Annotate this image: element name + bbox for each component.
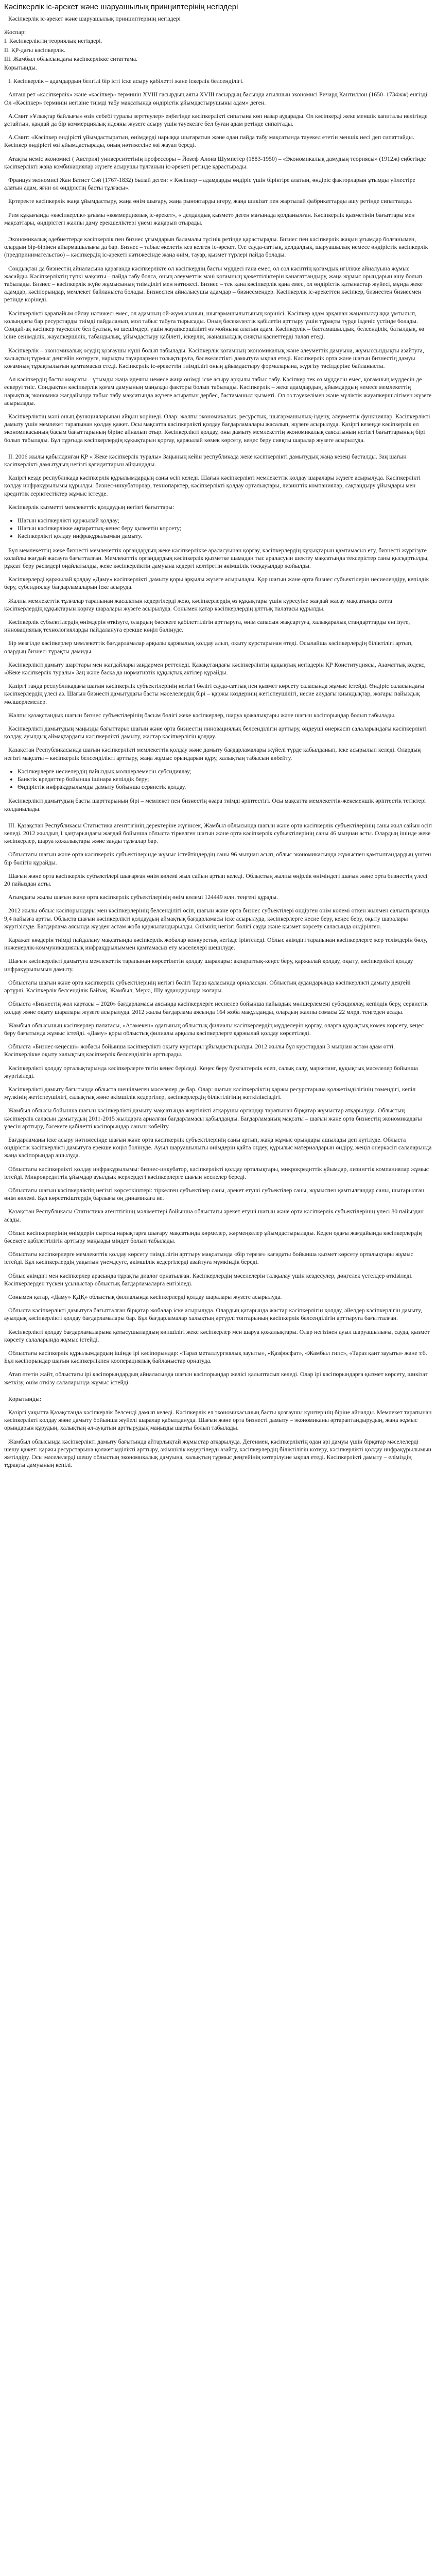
paragraph: Облыстағы кәсіпкерлерге мемлекеттік қолдау көрсету тиімділігін арттыру мақсатында «бір терезе» қағидаты бойынша қызмет көрсету орталықтары жұмыс істейді. Бұл кәсіпкерлердің уақытын үнемдеуге, әкімшілік кедергілерді азайтуға мүмкіндік береді. bbox=[4, 1250, 413, 1266]
toc-item: Қорытынды. bbox=[4, 64, 37, 72]
toc-item: II. ҚР-дағы кәсіпкерлік. bbox=[4, 46, 66, 54]
paragraph: II. 2006 жылы қабылданған ҚР « Жеке кәсіпкерлік туралы» Заңының кейін республикада жеке кәсіпкерлікті дамытудың жаңа кезеңі басталды. Заң шағын кәсіпкерлікті дамытудың негізгі қағидаттарын айқындады. bbox=[4, 452, 407, 468]
paragraph: Облыс әкімдігі мен кәсіпкерлер арасында тұрақты диалог орнатылған. Кәсіпкерлердің мәселелерін талқылау үшін кездесулер, дөңгелек үстелдер өткізіледі. Кәсіпкерлерден түскен ұсыныстар облыстық бағдарламаларға енгізіледі. bbox=[4, 1272, 413, 1287]
bullet-list bbox=[4, 517, 432, 540]
paragraph: Кәсіпкерлікті қолдау орталықтарында кәсіпкерлерге тегін кеңес беріледі. Кеңес беру бухгалтерлік есеп, салық салу, маркетинг, құқықтық мәселелер бойынша жүргізіледі. bbox=[4, 1064, 418, 1079]
paragraph: А.Смит «Ұлықтар байлығы» өзін себебі туралы зерттеулер» еңбегінде кәсіпкерлікті сипатына көп назар аударады. Ол кәсіпкерді жеке меншік капиталы иелігінде ұстайтын, қандай да бір коммерциялық идеяны жүзеге асыру үшін тәуекелге бел буған адам ретінде сипаттады. bbox=[4, 112, 428, 128]
paragraph: Кәсіпкерлікті дамытудың басты шарттарының бірі – мемлекет пен бизнестің өзара тиімді әріптестігі. Осы мақсатта мемлекеттік-жекеменшік әріптестік тетіктері қолданылады. bbox=[4, 797, 426, 812]
paragraph: Қазіргі кезде республикада кәсіпкерлік құрылымдардың саны өсіп келеді. Шағын кәсіпкерлікті мемлекеттік қолдау шаралары жүзеге асырылуда. Кәсіпкерлікті қолдау инфрақұрылымы құрылды: бизнес-инкубаторлар, технопарктер, кәсіпкерлікті қолдау орталықтары, лизингтік компаниялар, сақтандыру ұйымдары мен кредиттік серіктестіктер жұмыс істеуде. bbox=[4, 474, 421, 497]
list-item: • Шағын кәсіпкерлікке ақпараттық-кеңес беру қызметін көрсету; bbox=[18, 524, 432, 532]
paragraph: Жамбыл облысының кәсіпкерлер палатасы, «Атамекен» одағының облыстық филиалы кәсіпкерлердің мүдделерін қорғау, оларға құқықтық көмек көрсету, кеңес беру бағытында жұмыс істейді. «Даму» қоры облыстық филиалы арқылы кәсіпкерлерге қаржылай қолдау көрсетіледі. bbox=[4, 1021, 424, 1037]
paragraph: Қазақстан Республикасында шағын кәсіпкерлікті мемлекеттік қолдау және дамыту бағдарламалары жүйелі түрде қабылданып, іске асырылып келеді. Олардың негізгі мақсаты – кәсіпкерлік белсенділікті арттыру, жаңа жұмыс орындарын құру, халықтың табысын көбейту. bbox=[4, 746, 421, 761]
paragraph: Кәсіпкерлікті қолдау бағдарламаларына қатысушылардың көпшілігі жеке кәсіпкерлер мен шаруа қожалықтары. Олар негізінен ауыл шаруашылығы, сауда, қызмет көрсету салаларында жұмыс істейді. bbox=[4, 1328, 430, 1343]
paragraph: Кәсіпкерлік субъектілердің өнімдерін өткізуге, олардың бәсекеге қабілеттілігін арттыруға, өнім сапасын жақсартуға, халықаралық стандарттарды енгізуге, инновациялық технологияларды пайдалануға ерекше көңіл бөлінуде. bbox=[4, 618, 410, 634]
toc-item: I. Кәсіпкерліктің теориялық негіздері. bbox=[4, 37, 102, 45]
paragraph: Жалпы қазақстандық шағын бизнес субъектілерінің басым бөлігі жеке кәсіпкерлер, шаруа қожалықтары және шағын кәсіпорындар болып табылады. bbox=[8, 711, 396, 719]
paragraph: Француз экономисі Жан Батист Сэй (1767-1832) былай деген: « Кәсіпкер – адамдарды өндіріс үшін біріктіре алатын, өндіріс факторларын ұтымды үйлестіре алатын адам, яғни ол өндірістің басты тұлғасы». bbox=[4, 176, 415, 192]
paragraph: Атап өтетін жайт, облыстағы ірі кәсіпорындардың айналасында шағын кәсіпорындар желісі қалыптасып келеді. Олар ірі кәсіпорындарға қызмет көрсету, шикізат жеткізу, өнім өткізу салаларында жұмыс істейді. bbox=[4, 1370, 428, 1386]
list-item: • Банктік кредиттер бойынша ішінара кепілдік беру; bbox=[18, 775, 432, 783]
toc-item: III. Жамбыл облысындағы кәсіпкерлікке ситаттама. bbox=[4, 55, 138, 62]
paragraph: Рим құқығында «кәсіпкерлік» ұғымы «коммерциялық іс-әрекет», « делдалдық қызмет» деген мағынада қолданылған. Кәсіпкерлік қызметінің бағыттары мен мақсаттары, өндірістегі жалпы даму ерекшеліктері үнемі жаңарып отырады. bbox=[4, 211, 415, 226]
paragraph: А.Смит: «Кәсіпкер өндірісті ұйымдастыратын, өнімдерді нарыққа шығаратын және одан пайда табу мақсатында тәуекел ететін меншік иесі деп сипаттайды. Кәсіпкер өндірісті өзі ұйымдастырады, оның нәтижесіне өзі жауап береді. bbox=[4, 133, 414, 149]
paragraph: Бағдарламаны іске асыру нәтижесінде шағын және орта кәсіпкерлік субъектілерінің саны артып, жаңа жұмыс орындары ашылады деп күтілуде. Облыста өндірістік кәсіпкерлікті дамытуға ерекше көңіл бөлінуде. Ауыл шаруашылығы өнімдерін қайта өңдеу, құрылыс материалдарын өндіру, жеңіл өнеркәсіп салаларында жаңа кәсіпорындар ашылуда. bbox=[4, 1136, 432, 1159]
list-item: • Кәсіпкерлерге несиелердің пайыздық мөлшерлемесін субсидиялау; bbox=[18, 768, 432, 775]
paragraph: Облыстағы шағын және орта кәсіпкерлік субъектілерінің негізгі бөлігі Тараз қаласында орналасқан. Облыстың аудандарында кәсіпкерлікті дамыту деңгейі әртүрлі. Кәсіпкерлік белсенділік Байзақ, Жамбыл, Меркі, Шу аудандарында жоғары. bbox=[4, 978, 411, 994]
paragraph: I. Кәсіпкерлік – адамдардың белгілі бір істі іске асыру қабілетті және іскерлік белсенділігі. bbox=[8, 77, 244, 85]
paragraph: Облыста кәсіпкерлікті дамытуға бағытталған бірқатар жобалар іске асырылуда. Олардың қатарында жастар кәсіпкерлігін қолдау, әйелдер кәсіпкерлігін дамыту, ауылдық кәсіпкерлікті қолдау бағдарламалары бар. Бұл бағдарламалар халықтың әртүрлі топтарының кәсіпкерлік белсенділігін арттыруға бағытталған. bbox=[4, 1307, 422, 1322]
document-subtitle: Кәсіпкерлік іс-әрекет және шаруашылық принциптерінің негіздері bbox=[8, 15, 181, 22]
paragraph: Облыстағы кәсіпкерлік құрылымдардың ішінде ірі кәсіпорындар: «Тараз металлургиялық зауыты», «Қазфосфат», «Жамбыл гипс», «Тараз қант зауыты» және т.б. Бұл кәсіпорындар шағын кәсіпкерлікпен кооперациялық байланыстар орнатуда. bbox=[4, 1349, 427, 1365]
paragraph: Алғаш рет «кәсіпкерлік» және «кәсіпкер» терминін XVIII ғасырдың аяғы XVIII ғасырдың басында ағылшын экономисі Ричард Кантиллон (1650–1734жж) енгізді. Ол «Кәсіпкер» терминін негізіне тиімді табу мақсатында өндірістік ұйымдастырушыны адам» деген. bbox=[4, 91, 429, 106]
paragraph: Сондықтан да бизнестің айналасына қарағанда кәсіпкерлікте ол кәсіпкердің басты мүддесі ғана емес, ол сол кәсіптің қоғамдық игілікке айналуына жұмыс жасайды. Кәсіпкерліктің түпкі мақсаты – пайда табу болса, оның әлеуметтік мәні қоғамның қажеттіліктерін қанағаттандыру, жаңа жұмыс орындарын ашу болып табылады. Бизнес – кәсіпкерлік жүйе жұмысының тиімділігі мен нәтижесі. Бизнес – тек қана кәсіпкерлік қана емес, ол өндірістік қатынастар жүйесі, мұнда жеке адамдар, кәсіпорындар, мемлекет байланыста болады. Бизнеспен айналысушы адамдар – бизнесмендер. Кәсіпкерлік іс-әрекеттен кәсіпкер, бизнестен бизнесмен ретінде көрінеді. bbox=[4, 264, 423, 303]
bullet-list bbox=[4, 768, 432, 791]
paragraph: Кәсіпкерлікті дамытудың маңызды бағыттары: шағын және орта бизнестің инновациялық белсенділігін арттыру, өңдеуші өнеркәсіп салаларындағы кәсіпкерлікті қолдау, ауылдық аймақтардағы кәсіпкерлікті дамыту, жастар кәсіпкерлігін қолдау. bbox=[4, 725, 427, 740]
paragraph: Қазақстан Республикасы Статистика агенттігінің мәліметтері бойынша облыстағы әрекет етуші шағын және орта кәсіпкерлік субъектілерінің үлесі 80 пайыздан асады. bbox=[4, 1208, 424, 1223]
paragraph: Атақты неміс экономисі ( Австрия) университетінің профессоры – Йозеф Алоиз Шумпетер (1883-1950) – «Экономикалық дамудың теориясы» (1912ж) еңбегінде кәсіпкерлікті жаңа комбинациялар жүзеге асырушы тұлғаның іс-әрекеті ретінде қарастырады. bbox=[4, 155, 426, 170]
paragraph: Кәсіпкерлерді қаржылай қолдау «Даму» кәсіпкерлікті дамыту қоры арқылы жүзеге асырылады. Қор шағын және орта бизнес субъектілерін несиелендіру, кепілдік беру, субсидиялау бағдарламаларын іске асыруда. bbox=[4, 575, 429, 591]
paragraph: Бұл мемлекеттің жеке бизнесті мемлекеттік органдардың жеке кәсіпкерлікке араласуынан қорғау, кәсіпкерлердің құқықтарын қамтамасыз ету, бизнесті жүргізуге қолайлы жағдай жасауға бағытталған. Мемлекеттік органдардың кәсіпкерлік қызметке шамадан тыс араласуын шектеу мақсатында тексерістер саны қысқартылды, рұқсат беру рәсімдері оңайлатылды, жеке кәсіпкерліктің дамуына кедергі келтіретін әкімшілік тосқауылдар жойылды. bbox=[4, 546, 429, 569]
paragraph: III. Қазақстан Республикасы Статистика агенттігінің деректеріне жүгінсек, Жамбыл облысында шағын және орта кәсіпкерлік субъектілерінің саны жыл сайын өсіп келеді. 2012 жылдың 1 қаңтарындағы жағдай бойынша облыста тіркелген шағын және орта кәсіпкерлік субъектілерінің саны 46 мыңнан асты. Олардың ішінде жеке кәсіпкерлер, шаруа қожалықтары және заңды тұлғалар бар. bbox=[4, 821, 432, 845]
list-item: • Кәсіпкерлікті қолдау инфрақұрылымын дамыту. bbox=[18, 532, 432, 540]
paragraph: Кәсіпкерлікті дамыту шарттары мен жағдайлары заңдармен реттеледі. Қазақстандағы кәсіпкерліктің құқықтық негіздерін ҚР Конституциясы, Азаматтық кодекс, «Жеке кәсіпкерлік туралы» Заң және басқа да нормативтік құқықтық актілер құрайды. bbox=[4, 660, 426, 676]
paragraph: Облыстағы кәсіпкерлікті қолдау инфрақұрылымы: бизнес-инкубатор, кәсіпкерлікті қолдау орталықтары, микрокредиттік ұйымдар, лизингтік компаниялар жұмыс істейді. Микрокредиттік ұйымдар ауылдық жерлердегі кәсіпкерлерге шағын несиелер береді. bbox=[4, 1165, 429, 1180]
paragraph: Облыстағы шағын және орта кәсіпкерлік субъектілерінде жұмыс істейтіндердің саны 96 мыңнан асып, облыс экономикасында жұмыспен қамтылғандардың үштен бір бөлігін құрайды. bbox=[4, 851, 431, 866]
paragraph: Облыста «Бизнестің жол картасы – 2020» бағдарламасы аясында кәсіпкерлерге несиелер бойынша пайыздық мөлшерлемені субсидиялау, кепілдік беру, сервистік қолдау және оқыту шаралары жүзеге асырылуда. 2012 жылы бағдарлама аясында 164 жоба мақұлданды, олардың жалпы сомасы 22 млрд. теңгеден асады. bbox=[4, 1000, 428, 1015]
paragraph: Шағын және орта кәсіпкерлік субъектілері шығарған өнім көлемі жыл сайын артып келеді. Облыстың жалпы өңірлік өніміндегі шағын және орта бизнестің үлесі 20 пайыздан асты. bbox=[4, 872, 428, 888]
paragraph: Қорытынды: bbox=[8, 1395, 42, 1402]
paragraph: Облыстағы шағын кәсіпкерліктің негізгі көрсеткіштері: тіркелген субъектілер саны, әрекет етуші субъектілер саны, жұмыспен қамтылғандар саны, шығарылған өнім көлемі. Бұл көрсеткіштердің барлығы оң динамикаға ие. bbox=[4, 1186, 425, 1202]
table-of-contents bbox=[4, 37, 432, 72]
paragraph: Бір мезгілде кәсіпкерлер мемлекеттік бағдарламалар арқылы қаржылық қолдау алып, оқыту курстарынан өтеді. Осылайша кәсіпкерлердің біліктілігі артып, олардың бизнесі тұрақты дамиды. bbox=[4, 639, 413, 655]
paragraph: Кәсіпкерліктің мәні оның функцияларынан айқын көрінеді. Олар: жалпы экономикалық, ресурстық, шығармашылық-іздену, әлеуметтік функциялар. Кәсіпкерлікті дамыту үшін мемлекет тарапынан қолдау қажет. Осы мақсатта кәсіпкерлікті қолдау бағдарламалары жасалып, жүзеге асырылуда. Қазіргі кезеңде кәсіпкерлік ел экономикасының басым бағыттарының біріне айналып отыр. Кәсіпкерлікті қолдау, оны дамыту мемлекеттің экономикалық саясатының негізгі бағыттарының бірі болып табылады. Бұл тұрғыда кәсіпкерлердің құқықтарын қорғау, қаржылай көмек көрсету, кеңес беру сияқты шаралар жүзеге асырылуда. bbox=[4, 412, 430, 444]
paragraph: Қазіргі таңда республикадағы шағын кәсіпкерлік субъектілерінің негізгі бөлігі сауда-саттық пен қызмет көрсету саласында жұмыс істейді. Өндіріс саласындағы кәсіпкерлердің үлесі аз. Шағын бизнесті дамытудағы басты мәселелердің бірі – қаржы көздерінің жетіспеушілігі, несие алудағы қиындықтар, жоғары пайыздық мөлшерлемелер. bbox=[4, 682, 425, 705]
paragraph: 2012 жылы облыс кәсіпорындары мен кәсіпкерлерінің белсенділігі өсіп, шағын және орта бизнес субъектілері өндірген өнім көлемі өткен жылмен салыстырғанда 9,4 пайызға артты. Облыста шағын кәсіпкерлікті қолдаудың аймақтық бағдарламасы іске асырылуда, кәсіпкерлерге несие беру, кеңес беру, оқыту шаралары жүргізілуде. Бағдарлама аясында жүзден астам жоба қаржыландырылды. Өнімнің негізгі бөлігі сауда және қызмет көрсету саласында өндірілген. bbox=[4, 907, 429, 930]
paragraph: Облыс кәсіпкерлерінің өнімдерін сыртқы нарықтарға шығару мақсатында көрмелер, жәрмеңкелер ұйымдастырылады. Кеден одағы жағдайында кәсіпкерлердің бәсекеге қабілеттілігін арттыру маңызды міндет болып табылады. bbox=[4, 1229, 422, 1244]
paragraph: Қазіргі уақытта Қазақстанда кәсіпкерлік белсенді дамып келеді. Кәсіпкерлік ел экономикасының басты қозғаушы күштерінің біріне айналды. Мемлекет тарапынан кәсіпкерлікті қолдау және дамыту бойынша жүйелі шаралар қабылдануда. Шағын және орта бизнесті дамыту – экономиканы әртараптандырудың, жаңа жұмыс орындарын құрудың, халықтың әл-ауқатын арттырудың маңызды шарты болып табылады. bbox=[4, 1409, 432, 1432]
paragraph: Кәсіпкерлікті дамыту бағытында облыста шешілмеген мәселелер де бар. Олар: шағын кәсіпкерліктің қаржы ресурстарына қолжетімділігінің төмендігі, кепіл мүлкінің жетіспеушілігі, салықтық және әкімшілік кедергілер, кәсіпкерлердің біліктілігінің жеткіліксіздігі. bbox=[4, 1085, 416, 1101]
paragraph: Кәсіпкерлікті қарапайым ойлау нәтижесі емес, ол адамның ой-жұмысының, шығармашылығының көрінісі. Кәсіпкер адам әрқашан жаңашылдыққа ұмтылып, қолындағы бар ресурстарды тиімді пайдаланып, мол табыс табуға тырысады. Оның бәсекелестік қабілетін арттыру үшін тұрақты түрде ізденіс үстінде болады. Сондай-ақ кәсіпкер тәуекелге бел буатын, өз шешімдері үшін жауапкершілікті өз мойнына алатын адам. Кәсіпкерлік – бастамашылдық, белсенділік, батылдық, өз ісіне сенімділік, жауапкершілік, табандылық, ұйымдастыру қабілеті, іскерлік, жаңашылдық сияқты қасиеттерді талап етеді. bbox=[4, 309, 424, 341]
paragraph: Кәсіпкерлік қызметті мемлекеттік қолдаудың негізгі бағыттары: bbox=[8, 503, 175, 511]
list-item: • Өндірістік инфрақұрылымды дамыту бойынша сервистік қолдау. bbox=[18, 783, 432, 791]
paragraph: Жамбыл облысы бойынша шағын кәсіпкерлікті дамыту мақсатында жергілікті атқарушы органдар тарапынан бірқатар жұмыстар атқарылуда. Облыстың кәсіпкерлік саласын дамытудың 2011-2015 жылдарға арналған бағдарламасы қабылданды. Бағдарламаның мақсаты – шағын және орта бизнестің экономикадағы үлесін арттыру, бәсекеге қабілетті кәсіпорындар санын көбейту. bbox=[4, 1107, 422, 1130]
paragraph: Жамбыл облысында кәсіпкерлікті дамыту бағытында айтарлықтай жұмыстар атқарылуда. Дегенмен, кәсіпкерліктің одан әрі дамуы үшін бірқатар мәселелерді шешу қажет: қаржы ресурстарына қолжетімділікті арттыру, әкімшілік кедергілерді азайту, кәсіпкерлердің біліктілігін көтеру, кәсіпкерлікті қолдау инфрақұрылымын жетілдіру. Осы мәселелерді шешу облыстың экономикалық дамуына, халықтың тұрмыс деңгейінің көтерілуіне ықпал етеді. Кәсіпкерлікті дамыту – еліміздің тұрақты дамуының кепілі. bbox=[4, 1437, 431, 1469]
paragraph: Шағын кәсіпкерлікті дамытуға мемлекеттік тарапынан көрсетілетін қолдау шаралары: ақпараттық-кеңес беру, қаржылай қолдау, оқыту, кәсіпкерлікті қолдау инфрақұрылымын дамыту. bbox=[4, 957, 413, 973]
paragraph: Сонымен қатар, «Даму» ҚДҚ» облыстық филиалында кәсіпкерлерді қолдау шаралары жүзеге асырылуда. bbox=[8, 1293, 282, 1300]
paragraph: Облыста «Бизнес-кеңесші» жобасы бойынша кәсіпкерлікті оқыту курстары ұйымдастырылды. 2012 жылы бұл курстардан 3 мыңнан астам адам өтті. Кәсіпкерлікке оқыту халықтың кәсіпкерлік белсенділігін арттырады. bbox=[4, 1043, 395, 1058]
paragraph: Кәсіпкерлік – экономикалық өсудің қозғаушы күші болып табылады. Кәсіпкерлік қоғамның экономикалық және әлеуметтік дамуына, жұмыссыздықты азайтуға, халықтың тұрмыс деңгейін көтеруге, нарықты тауарлармен толықтыруға, бәсекелестікті дамытуға ықпал етеді. Кәсіпкерлік орта және шағын бизнестің дамуы қоғамның тұрақтылығын қамтамасыз етеді. Кәсіпкерлік іс-әрекеттің тиімділігі оның ұйымдастыру формаларына, жүргізу тәсілдеріне байланысты. bbox=[4, 346, 424, 369]
paragraph: Экономикалық әдебиеттерде кәсіпкерлік пен бизнес ұғымдарын баламалы түсінік ретінде қарастырады. Бизнес пен кәсіпкерлік жақын ұғымдар болғанымен, олардың бір-бірінен айырмашылығы да бар. Бизнес – табыс әкелетін кез келген іс-әрекет. Ол: сауда-саттық, делдалдық, шаруашылық немесе өндірістік кәсіпкерлік (предпринимательство) – кәсіпкердің іс-әрекеті нәтижесінде жаңа өнім, тауар, қызмет түрлері пайда болады. bbox=[4, 235, 428, 259]
toc-heading: Жоспар: bbox=[4, 28, 26, 36]
document bbox=[4, 2, 432, 1469]
paragraph: Жалпы мемлекеттік тұлғалар тарапынан жасалатын кедергілерді жою, кәсіпкерлердің өз құқықтары үшін күресуіне жағдай жасау мақсатында сотта кәсіпкерлердің құқықтарын қорғау шаралары жүзеге асырылуда. Сонымен қатар кәсіпкерлердің ұлттық палатасы құрылды. bbox=[4, 597, 392, 612]
paragraph: Ал кәсіпкердің басты мақсаты – ұтымды жаңа идеяны немесе жаңа өнімді іске асыру арқылы табыс табу. Кәсіпкер тек өз мүддесін емес, қоғамның мүддесін де ескеруі тиіс. Сондықтан кәсіпкерлік қоғам дамуының маңызды факторы болып табылады. Кәсіпкерлік – жеке адамдардың, ұйымдардың немесе мемлекеттің нарықтық экономика жағдайында табыс табу мақсатында жүзеге асыратын дербес, бастамашыл қызметі. Ол өз тәуекелімен және мүліктік жауапкершілігімен жүзеге асырылады. bbox=[4, 376, 432, 406]
paragraph: Ертеректе кәсіпкерлік жаңа ұйымдастыру, жаңа өнім шығару, жаңа рыноктарды игеру, жаңа шикізат пен жартылай фабрикаттарды ашу ретінде сипатталды. bbox=[8, 197, 413, 205]
document-body bbox=[4, 77, 432, 1469]
page-title: Кәсіпкерлік іс-әрекет және шаруашылық принциптерінің негіздері bbox=[4, 3, 238, 11]
paragraph: Қаражат көздерін тиімді пайдалану мақсатында кәсіпкерлік жобалар конкурстық негізде іріктеледі. Облыс әкімдігі тарапынан кәсіпкерлерге жер телімдерін бөлу, инженерлік-коммуникациялық инфрақұрылыммен қамтамасыз ету мәселелері шешілуде. bbox=[4, 936, 428, 952]
paragraph: Ағымдағы жылы шағын және орта кәсіпкерлік субъектілерінің өнім көлемі 124449 млн. теңгені құрады. bbox=[8, 893, 278, 901]
list-item: • Шағын кәсіпкерлікті қаржылай қолдау; bbox=[18, 517, 432, 524]
